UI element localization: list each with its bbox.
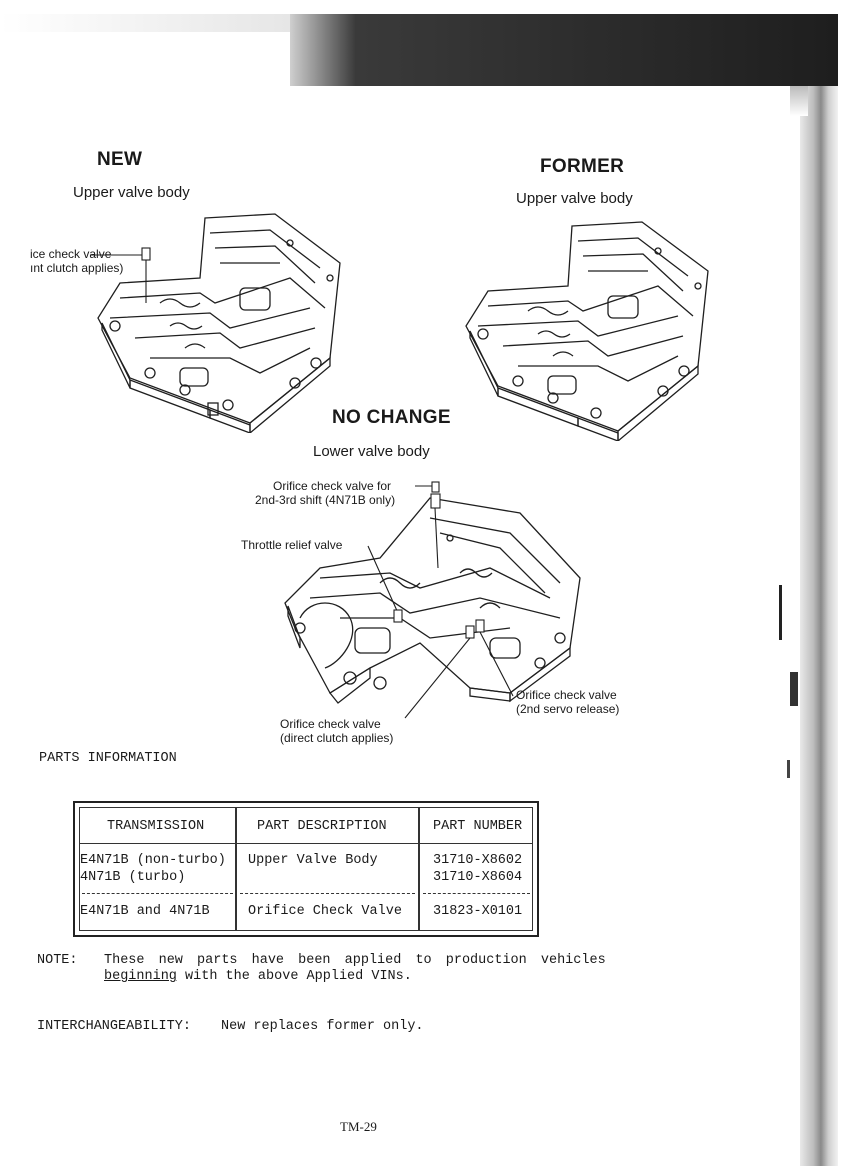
- row2-transmission: E4N71B and 4N71B: [80, 904, 210, 919]
- row1-part-number-2: 31710-X8604: [433, 870, 523, 885]
- note-line2: [104, 969, 412, 984]
- column-divider: [235, 808, 237, 930]
- lower-valve-body-drawing: [280, 478, 650, 723]
- former-upper-valve-body-drawing: [460, 216, 715, 441]
- new-upper-valve-body-drawing: [90, 208, 350, 433]
- callout-orifice-2nd3rd-line2: 2nd-3rd shift (4N71B only): [255, 493, 396, 507]
- no-change-heading: NO CHANGE: [332, 407, 451, 428]
- row-divider-dashed: [240, 893, 415, 894]
- header-divider: [80, 843, 532, 844]
- scan-right-edge: [800, 86, 838, 1166]
- former-subheading: Upper valve body: [516, 190, 633, 207]
- parts-info-title: PARTS INFORMATION: [39, 751, 177, 766]
- interchangeability-text: New replaces former only.: [221, 1019, 424, 1034]
- row2-description: Orifice Check Valve: [248, 904, 402, 919]
- new-heading: NEW: [97, 149, 143, 170]
- row1-transmission-2: 4N71B (turbo): [80, 870, 186, 885]
- scan-edge-mark: [790, 672, 798, 706]
- column-divider: [418, 808, 420, 930]
- callout-orifice-2nd3rd-line1: Orifice check valve for: [273, 479, 392, 493]
- header-part-number: PART NUMBER: [433, 819, 523, 834]
- note-line1: These new parts have been applied to production vehicles: [104, 953, 606, 968]
- page-number: TM-29: [340, 1119, 377, 1134]
- header-transmission: TRANSMISSION: [107, 819, 205, 834]
- scan-top-fade: [0, 14, 290, 32]
- row1-transmission-1: E4N71B (non-turbo): [80, 853, 226, 868]
- scan-edge-mark: [779, 585, 782, 640]
- parts-table: [73, 801, 539, 937]
- header-part-description: PART DESCRIPTION: [257, 819, 387, 834]
- scan-page-curl: [790, 86, 808, 116]
- callout-orifice-direct-line1: Orifice check valve: [280, 717, 381, 731]
- note-label: NOTE:: [37, 953, 78, 968]
- row1-description: Upper Valve Body: [248, 853, 378, 868]
- callout-orifice-servo-line1: Orifice check valve: [516, 688, 617, 702]
- callout-orifice-direct-line2: (direct clutch applies): [280, 731, 394, 745]
- interchangeability-label: INTERCHANGEABILITY:: [37, 1019, 191, 1034]
- no-change-subheading: Lower valve body: [313, 443, 430, 460]
- scan-edge-mark: [787, 760, 790, 778]
- callout-throttle-relief: Throttle relief valve: [241, 538, 343, 552]
- row1-part-number-1: 31710-X8602: [433, 853, 523, 868]
- parts-table-inner: [79, 807, 533, 931]
- scan-top-shadow: [290, 14, 838, 86]
- former-heading: FORMER: [540, 156, 625, 177]
- new-callout-line2: ınt clutch applies): [30, 261, 124, 275]
- new-subheading: Upper valve body: [73, 184, 190, 201]
- note-underlined-word: beginning: [104, 969, 177, 984]
- callout-orifice-servo-line2: (2nd servo release): [516, 702, 620, 716]
- row-divider-dashed: [82, 893, 233, 894]
- row2-part-number: 31823-X0101: [433, 904, 523, 919]
- note-line2-rest: with the above Applied VINs.: [176, 969, 412, 984]
- row-divider-dashed: [423, 893, 530, 894]
- new-callout-line1: ice check valve: [30, 247, 112, 261]
